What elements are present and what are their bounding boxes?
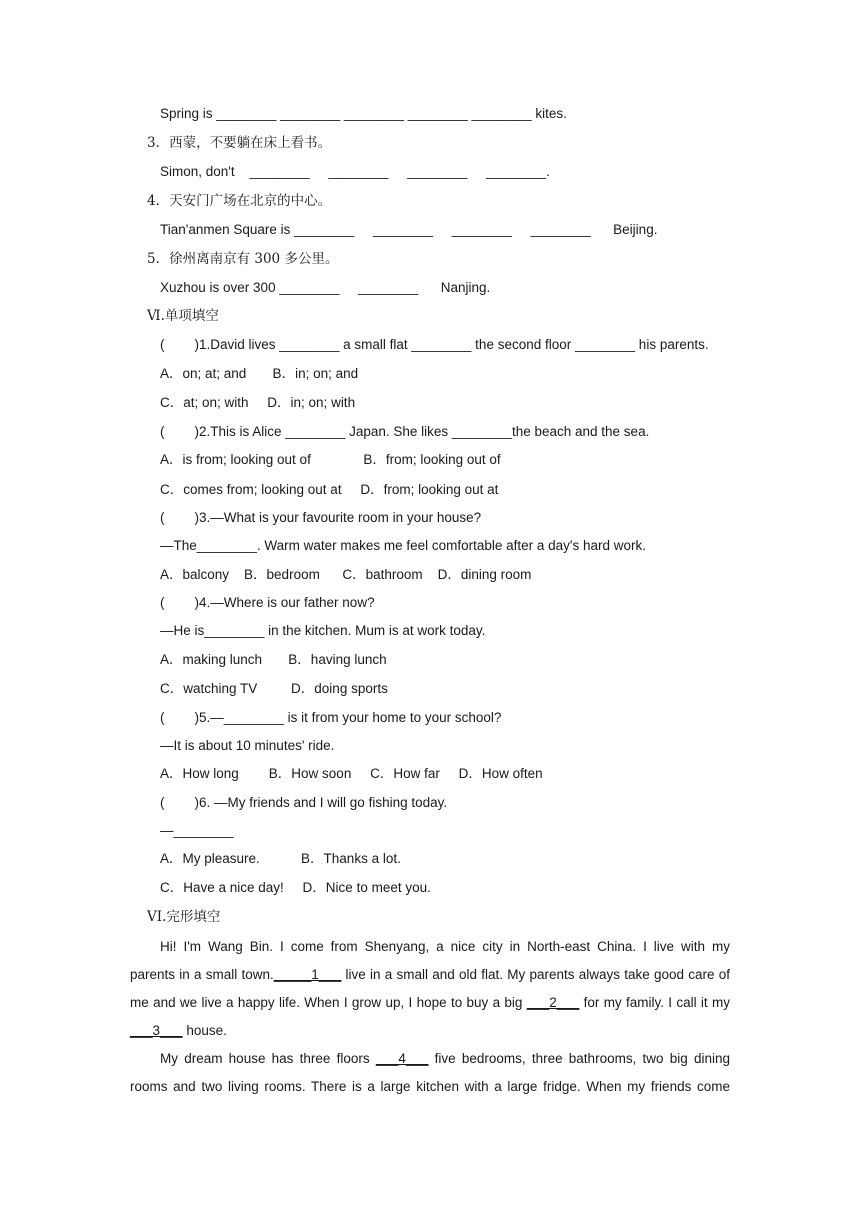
mc-line: ( )6. —My friends and I will go fishing today. [160,795,448,810]
question-5-prompt: 5．徐州离南京有 300 多公里。 [147,251,339,267]
cloze-blank-3: ___3___ [130,1023,183,1038]
cloze-text: parents in a small town. [130,967,274,982]
cloze-text: My dream house has three floors [160,1051,376,1066]
mc-line: ( )2.This is Alice ________ Japan. She likes ________the beach and the sea. [160,424,650,439]
cloze-text: for my family. I call it my [579,995,730,1010]
mc-line: —It is about 10 minutes' ride. [160,738,335,753]
section-heading-cloze: VI.完形填空 [147,909,221,925]
mc-line: A．My pleasure. B．Thanks a lot. [160,851,401,866]
cloze-blank-2: ___2___ [526,995,580,1010]
cloze-blank-1: _____1___ [273,967,342,982]
mc-line: A．making lunch B．having lunch [160,652,387,667]
cloze-paragraph-2-line [130,1045,730,1073]
mc-line: A．balcony B．bedroom C．bathroom D．dining room [160,567,532,582]
question-3-prompt: 3．西蒙，不要躺在床上看书。 [147,135,332,151]
cloze-paragraph-1-line [130,989,730,1017]
mc-line: ( )3.—What is your favourite room in your house? [160,510,482,525]
mc-line: A．How long B．How soon C．How far D．How often [160,766,543,781]
cloze-text: me and we live a happy life. When I grow up, I hope to buy a big [130,995,527,1010]
mc-line: A．on; at; and B．in; on; and [160,366,359,381]
cloze-text: live in a small and old flat. My parents always take good care of [341,967,730,982]
cloze-text: five bedrooms, three bathrooms, two big dining [428,1051,730,1066]
cloze-paragraph-1-line [130,961,730,989]
mc-line: —________ [160,823,234,838]
translation-answer-line: Spring is ________ ________ ________ ________ ________ kites. [160,106,567,121]
mc-line: —He is________ in the kitchen. Mum is at work today. [160,623,486,638]
cloze-text: house. [182,1023,227,1038]
mc-line: ( )1.David lives ________ a small flat ________ the second floor ________ his parents. [160,337,709,352]
question-4-prompt: 4．天安门广场在北京的中心。 [147,193,332,209]
mc-line: C．at; on; with D．in; on; with [160,395,356,410]
mc-line: —The________. Warm water makes me feel comfortable after a day's hard work. [160,538,647,553]
mc-line: C．watching TV D．doing sports [160,681,388,696]
mc-line: ( )4.—Where is our father now? [160,595,375,610]
mc-line: A．is from; looking out of B．from; looking out of [160,452,501,467]
cloze-blank-4: ___4___ [375,1051,429,1066]
section-heading-multiple-choice: Ⅵ.单项填空 [147,308,219,324]
question-5-answer: Xuzhou is over 300 ________ ________ Nanjing. [160,280,491,295]
cloze-paragraph-1-line: Hi! I'm Wang Bin. I come from Shenyang, a nice city in North-east China. I live with my [160,939,730,954]
question-4-answer: Tian'anmen Square is ________ ________ ________ ________ Beijing. [160,222,658,237]
mc-line: C．Have a nice day! D．Nice to meet you. [160,880,431,895]
mc-line: C．comes from; looking out at D．from; looking out at [160,482,499,497]
cloze-paragraph-1-line [130,1017,730,1045]
question-3-answer: Simon, don't ________ ________ ________ ________. [160,164,550,179]
mc-line: ( )5.—________ is it from your home to your school? [160,710,502,725]
cloze-paragraph-2-line: rooms and two living rooms. There is a large kitchen with a large fridge. When my friends come [130,1079,730,1094]
